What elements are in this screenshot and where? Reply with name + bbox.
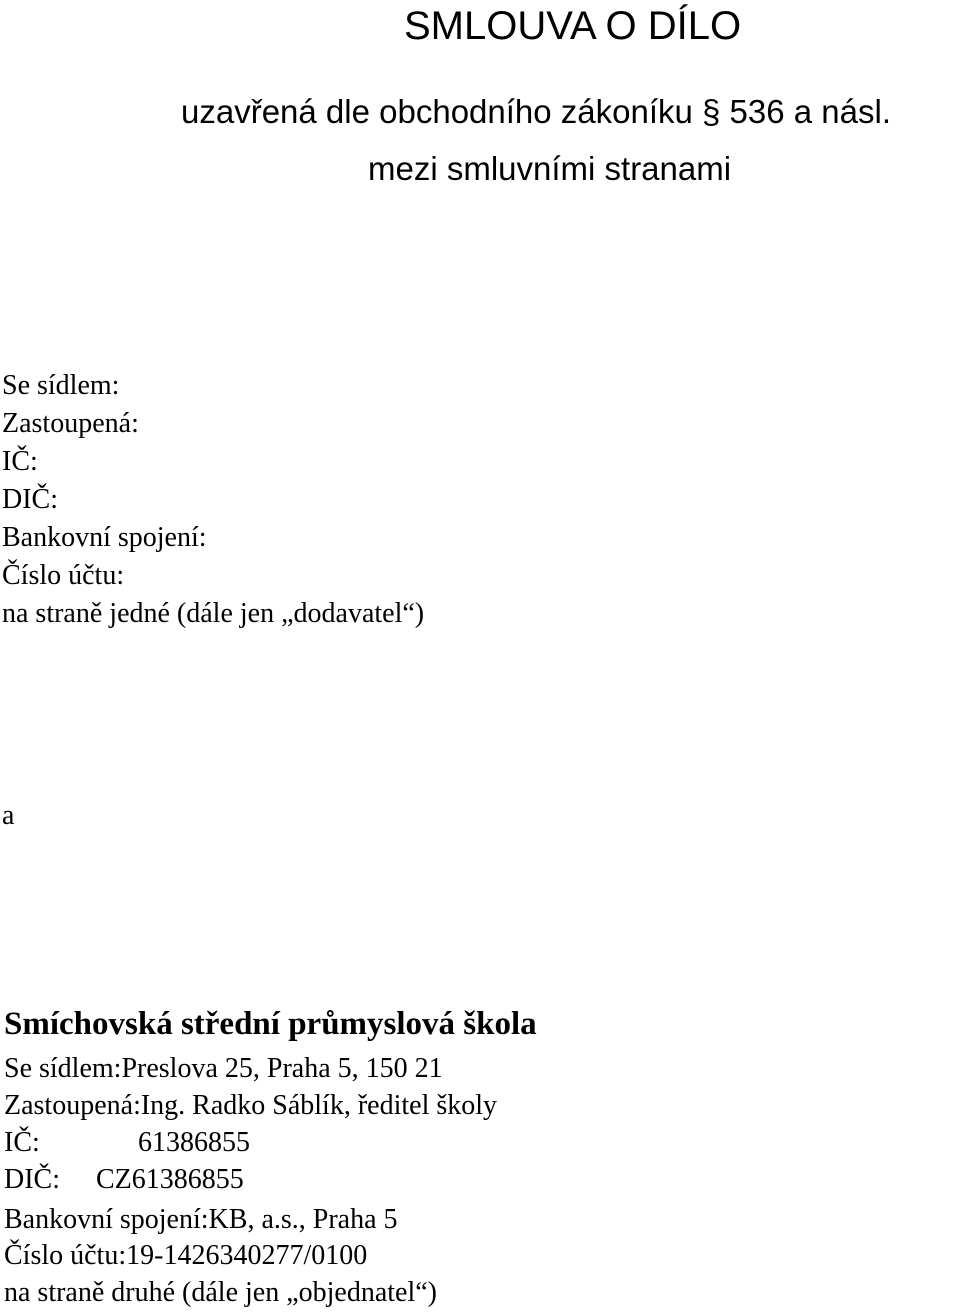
document-title: SMLOUVA O DÍLO — [404, 4, 742, 48]
contractor-dic-label: DIČ: — [2, 484, 58, 515]
client-dic-row — [4, 1166, 404, 1194]
contractor-seat-label: Se sídlem: — [2, 370, 120, 401]
client-ic-row — [4, 1129, 404, 1157]
contractor-bank-label: Bankovní spojení: — [2, 522, 207, 553]
client-role: na straně druhé (dále jen „objednatel“) — [4, 1277, 438, 1308]
client-seat: Se sídlem:Preslova 25, Praha 5, 150 21 — [4, 1053, 443, 1084]
between-parties-line: mezi smluvními stranami — [368, 150, 732, 187]
client-bank: Bankovní spojení:KB, a.s., Praha 5 — [4, 1204, 398, 1235]
document-subtitle: uzavřená dle obchodního zákoníku § 536 a násl. — [181, 93, 892, 130]
conjunction-and: a — [2, 800, 15, 831]
contractor-account-label: Číslo účtu: — [2, 560, 125, 591]
contractor-role: na straně jedné (dále jen „dodavatel“) — [2, 598, 425, 629]
client-represented: Zastoupená:Ing. Radko Sáblík, ředitel školy — [4, 1090, 498, 1121]
client-ic-label: IČ: — [4, 1127, 40, 1158]
contractor-ic-label: IČ: — [2, 446, 38, 477]
client-ic-value: 61386855 — [138, 1127, 250, 1158]
client-dic-value: CZ61386855 — [96, 1164, 244, 1195]
client-account: Číslo účtu:19-1426340277/0100 — [4, 1240, 368, 1271]
client-name: Smíchovská střední průmyslová škola — [4, 1006, 537, 1042]
client-dic-label: DIČ: — [4, 1164, 60, 1195]
contractor-represented-label: Zastoupená: — [2, 408, 139, 439]
